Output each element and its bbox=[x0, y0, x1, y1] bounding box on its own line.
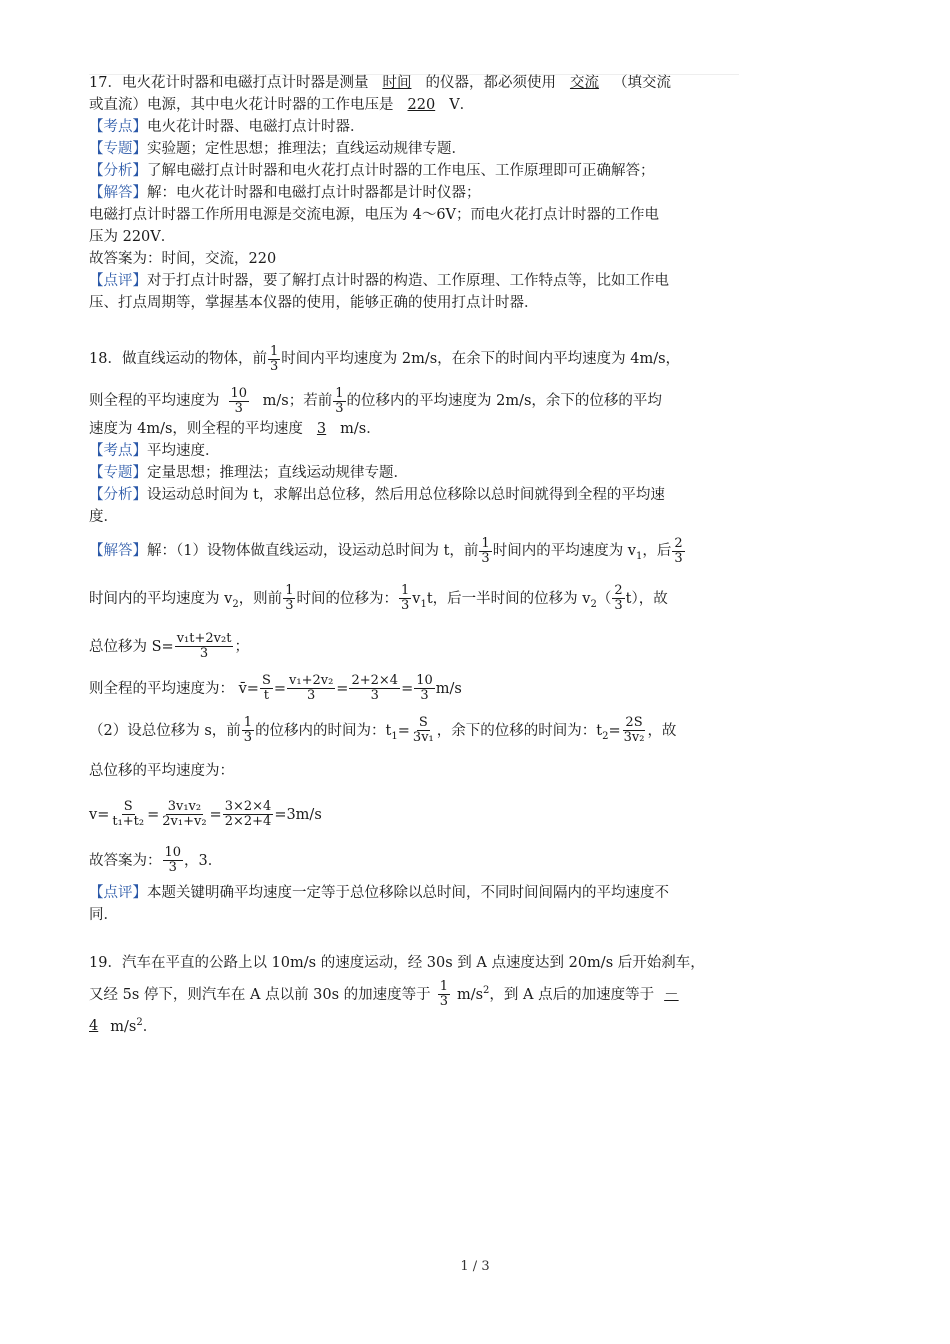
q19-blank-2-cont: 4 bbox=[89, 1018, 99, 1035]
q17-blank-1: 时间 bbox=[382, 75, 412, 91]
q17-line-1: 17．电火花计时器和电磁打点计时器是测量 时间 的仪器，都必须使用 交流 （填交流 bbox=[89, 75, 671, 91]
q18-solution-1: 【解答】解：（1）设物体做直线运动，设运动总时间为 t，前 $\frac{1}{3}$ 时间内的平均速度为 $v_1$，后 $\frac{2}{3}$ bbox=[89, 535, 683, 566]
q18-blank-1 bbox=[220, 385, 259, 416]
q18-line-1: 18．做直线运动的物体，前 $\frac{1}{3}$ 时间内平均速度为 2m/s，在余下的时间内平均速度为 4m/s， bbox=[89, 343, 681, 374]
q19-blank-1: $\frac{1}{3}$ bbox=[439, 979, 448, 1009]
total-displacement-formula: $\frac{\text{v₁t+2v₂t}}{3}$ bbox=[176, 631, 232, 662]
q18-solution-3: 总位移为 S= $\frac{\text{v₁t+2v₂t}}{3}$ ； bbox=[89, 631, 249, 662]
q18-fenxi-2: 度． bbox=[89, 509, 118, 525]
q18-fenxi: 【分析】设运动总时间为 t，求解出总位移，然后用总位移除以总时间就得到全程的平均速 bbox=[89, 487, 665, 503]
q18-line-3: 速度为 4m/s，则全程的平均速度 3 m/s． bbox=[89, 421, 381, 437]
q17-kaodian: 【考点】电火花计时器、电磁打点计时器． bbox=[89, 119, 365, 135]
q17-dianping: 【点评】对于打点计时器，要了解打点计时器的构造、工作原理、工作特点等，比如工作电 bbox=[89, 273, 669, 289]
page-number: 1 / 3 bbox=[460, 1259, 490, 1274]
q18-line-2: 则全程的平均速度为 $\frac{10}{3}$ m/s；若前 $\frac{1}{3}$ 的位移内的平均速度为 2m/s，余下的位移的平均 bbox=[89, 385, 662, 416]
q18-blank-2: 3 bbox=[316, 421, 327, 437]
q18-dianping-2: 同． bbox=[89, 906, 118, 923]
q18-zhuanti: 【专题】定量思想；推理法；直线运动规律专题． bbox=[89, 465, 408, 481]
q19-line-3: 4 $m/s^2$． bbox=[89, 1016, 158, 1035]
fraction-ten-thirds: $\frac{10}{3}$ bbox=[230, 385, 248, 416]
q19-line-2: 又经 5s 停下，则汽车在 A 点以前 30s 的加速度等于 $\frac{1}{3}$ $m/s^2$，到 A 点后的加速度等于 － bbox=[89, 974, 699, 1012]
q18-solution-7: v= $\frac{S}{\text{t₁+t₂}}$ = $\frac{\text{3v₁v₂}}{\text{2v₁+v₂}}$ = $\frac{3\times 2\times 4}{2\times 2+4}$ =3m/s bbox=[89, 799, 322, 830]
fraction-one-third: $\frac{1}{3}$ bbox=[335, 385, 344, 416]
dianping-tag: 【点评】 bbox=[89, 273, 147, 289]
q17-fenxi: 【分析】了解电磁打点计时器和电火花打点计时器的工作电压、工作原理即可正确解答； bbox=[89, 163, 655, 179]
q17-blank-2: 交流 bbox=[569, 75, 599, 91]
q17-jieda: 【解答】解：电火花计时器和电磁打点计时器都是计时仪器； bbox=[89, 185, 481, 201]
q17-blank-3: 220 bbox=[407, 97, 436, 113]
q18-solution-5: （2）设总位移为 s，前 $\frac{1}{3}$ 的位移内的时间为：$t_1=$ $\frac{S}{\text{3v₁}}$ ，余下的位移的时间为：$t_2=$ $\frac{2S}{\text{3v₂}}$ ，故 bbox=[89, 715, 677, 746]
kaodian-tag: 【考点】 bbox=[89, 119, 147, 135]
q18-kaodian: 【考点】平均速度． bbox=[89, 443, 220, 459]
q17-line-2: 或直流）电源，其中电火花计时器的工作电压是 220 V． bbox=[89, 97, 475, 113]
fraction-one-third: $\frac{1}{3}$ bbox=[269, 343, 279, 374]
zhuanti-tag: 【专题】 bbox=[89, 141, 147, 157]
q18-solution-2: 时间内的平均速度为 $v_2$，则前 $\frac{1}{3}$ 时间的位移为： $\frac{1}{3}$ $v_1t$，后一半时间的位移为 $v_2$（ $\frac{2}{3}$ t），故 bbox=[89, 583, 668, 614]
q18-dianping: 【点评】本题关键明确平均速度一定等于总位移除以总时间，不同时间间隔内的平均速度不 bbox=[89, 884, 669, 901]
document-body bbox=[89, 72, 705, 1037]
question-17 bbox=[89, 72, 699, 314]
q18-solution-6: 总位移的平均速度为： bbox=[89, 762, 234, 779]
q17-zhuanti: 【专题】实验题；定性思想；推理法；直线运动规律专题． bbox=[89, 141, 466, 157]
jieda-tag: 【解答】 bbox=[89, 185, 147, 201]
question-18 bbox=[89, 342, 699, 926]
q17-jieda-3: 压为 220V． bbox=[89, 229, 176, 245]
q19-blank-2: － bbox=[664, 986, 679, 1003]
q18-solution-4: 则全程的平均速度为： v̄= $\frac{S}{t}$ = $\frac{\text{v₁+2v₂}}{3}$ = $\frac{2+2\times 4}{3}$ = $\frac{10}{3}$ m/s bbox=[89, 673, 462, 704]
q19-line-1: 19．汽车在平直的公路上以 10m/s 的速度运动，经 30s 到 A 点速度达到 20m/s 后开始刹车， bbox=[89, 954, 705, 971]
q17-dianping-2: 压、打点周期等，掌握基本仪器的使用，能够正确的使用打点计时器． bbox=[89, 295, 539, 311]
q17-jieda-2: 电磁打点计时器工作所用电源是交流电源，电压为 4～6V；而电火花打点计时器的工作电 bbox=[89, 207, 660, 223]
question-19 bbox=[89, 952, 705, 1038]
q17-answer: 故答案为：时间，交流，220 bbox=[89, 251, 277, 267]
q18-answer: 故答案为： $\frac{10}{3}$ ，3． bbox=[89, 845, 223, 876]
fenxi-tag: 【分析】 bbox=[89, 163, 147, 179]
